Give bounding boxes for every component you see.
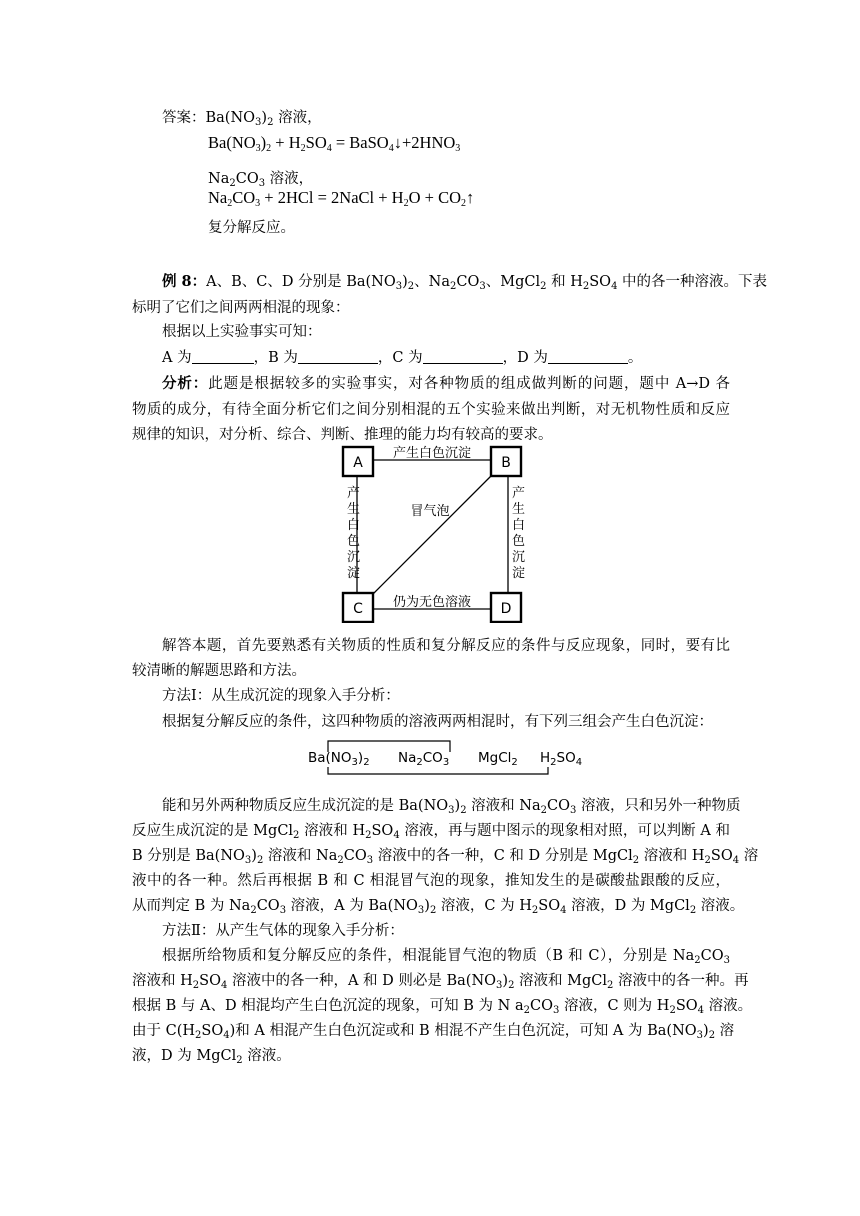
method2-title: 方法Ⅱ：从产生气体的现象入手分析： [162, 923, 404, 939]
bracket-ba-h2so4 [328, 767, 548, 774]
p3-line-4: 由于 $C(H_2SO_4)$和 A 相混产生白色沉淀或和 B 相混不产生白色沉淀，可知 A 为 $Ba(NO_3)_2$ 溶 [132, 1023, 735, 1041]
p2-line-2: 反应生成沉淀的是 MgCl$_2$ 溶液和 $H_2SO_4$ 溶液，再与题中图示的现象相对照，可以判断 A 和 [132, 823, 730, 841]
answer-line-1 [162, 108, 732, 128]
answer-label: 答案： [162, 110, 206, 126]
p3-line-1: 根据所给物质和复分解反应的条件，相混能冒气泡的物质（B 和 C），分别是 $Na_2CO_3$ [162, 948, 730, 966]
edge-bc-label: 冒气泡 [410, 504, 450, 519]
equation-2: $Na_2CO_3 + 2HCl$ = 2NaCl + $H_2O$ + $CO_2↑$ [208, 188, 475, 209]
example-label: 例 8： [162, 273, 207, 290]
p2-line-3: B 分别是 $Ba(NO_3)_2$ 溶液和 $Na_2CO_3$ 溶液中的各一种，C 和 D 分别是 MgCl$_2$ 溶液和 $H_2SO_4$ 溶 [132, 848, 759, 866]
example-line-1 [162, 272, 768, 292]
p2-line-4: 液中的各一种。然后再根据 B 和 C 相混冒气泡的现象，推知发生的是碳酸盐跟酸的反应， [132, 873, 730, 889]
blank-d[interactable] [548, 349, 628, 364]
answer-item-2: $Na_2CO_3$ 溶液， [208, 171, 314, 189]
analysis-line-1 [162, 374, 730, 394]
analysis-label: 分析： [162, 375, 209, 392]
node-a: A [353, 455, 363, 471]
analysis-text-1: 此题是根据较多的实验事实，对各种物质的组成做判断的问题，题中 A→D 各 [208, 376, 730, 392]
equation-1: $Ba(NO_3)_2 + H_2SO_4$ = $BaSO_4↓+2HNO_3$ [208, 133, 461, 154]
edge-ac-label: 产生白色沉淀 [347, 486, 361, 581]
p3-line-2: 溶液和 $H_2SO_4$ 溶液中的各一种，A 和 D 则必是 $Ba(NO_3)_2$ 溶液和 MgCl$_2$ 溶液中的各一种。再 [132, 973, 749, 991]
species-1: $Ba(NO_3)_2$ [308, 750, 370, 768]
node-c: C [353, 601, 363, 617]
blank-a[interactable] [192, 349, 254, 364]
blank-c[interactable] [423, 349, 503, 364]
edge-bd-label: 产生白色沉淀 [512, 486, 525, 581]
p3-line-5: 液，D 为 MgCl$_2$ 溶液。 [132, 1048, 291, 1066]
example-text-1: A、B、C、D 分别是 $Ba(NO_3)_2$、$Na_2CO_3$、MgCl$_2$ 和 $H_2SO_4$ 中的各一种溶液。下表 [206, 274, 768, 292]
reaction-type: 复分解反应。 [208, 220, 295, 236]
p1-line-2: 较清晰的解题思路和方法。 [132, 663, 306, 679]
example-text-3: 根据以上实验事实可知： [162, 324, 322, 340]
analysis-text-3: 规律的知识，对分析、综合、判断、推理的能力均有较高的要求。 [132, 427, 553, 443]
answer-blanks [162, 348, 732, 368]
p2-line-5: 从而判定 B 为 $Na_2CO_3$ 溶液，A 为 $Ba(NO_3)_2$ 溶液，C 为 $H_2SO_4$ 溶液，D 为 MgCl$_2$ 溶液。 [132, 898, 745, 916]
node-b: B [501, 455, 511, 471]
blank-a-label: A 为 [162, 350, 192, 366]
p2-line-1: 能和另外两种物质反应生成沉淀的是 $Ba(NO_3)_2$ 溶液和 $Na_2CO_3$ 溶液，只和另外一种物质 [162, 798, 741, 816]
node-d: D [500, 601, 512, 617]
blank-b[interactable] [298, 349, 378, 364]
answer-item-1: $Ba(NO_3)_2$ 溶液， [205, 110, 322, 128]
analysis-text-2: 物质的成分，有待全面分析它们之间分别相混的五个实验来做出判断，对无机物性质和反应 [132, 402, 730, 418]
p3-line-3: 根据 B 与 A、D 相混均产生白色沉淀的现象，可知 B 为 N $a_2CO_3$ 溶液，C 则为 $H_2SO_4$ 溶液。 [132, 998, 753, 1016]
species-4: $H_2SO_4$ [540, 750, 583, 768]
blank-d-label: ，D 为 [502, 350, 548, 366]
edge-ab-label: 产生白色沉淀 [392, 446, 472, 461]
example-text-2: 标明了它们之间两两相混的现象： [132, 300, 350, 316]
p1-line-1: 解答本题，首先要熟悉有关物质的性质和复分解反应的条件与反应现象，同时，要有比 [162, 638, 730, 654]
blank-end: 。 [627, 350, 643, 366]
reaction-diagram [340, 445, 525, 623]
species-3: MgCl$_2$ [478, 750, 518, 768]
method1-title: 方法Ⅰ：从生成沉淀的现象入手分析： [162, 688, 400, 704]
edge-bc-line [372, 475, 492, 595]
blank-b-label: ，B 为 [253, 350, 298, 366]
edge-cd-label: 仍为无色溶液 [392, 595, 472, 610]
blank-c-label: ，C 为 [377, 350, 423, 366]
species-2: $Na_2CO_3$ [398, 750, 450, 768]
method1-line-1: 根据复分解反应的条件，这四种物质的溶液两两相混时，有下列三组会产生白色沉淀： [162, 714, 713, 730]
